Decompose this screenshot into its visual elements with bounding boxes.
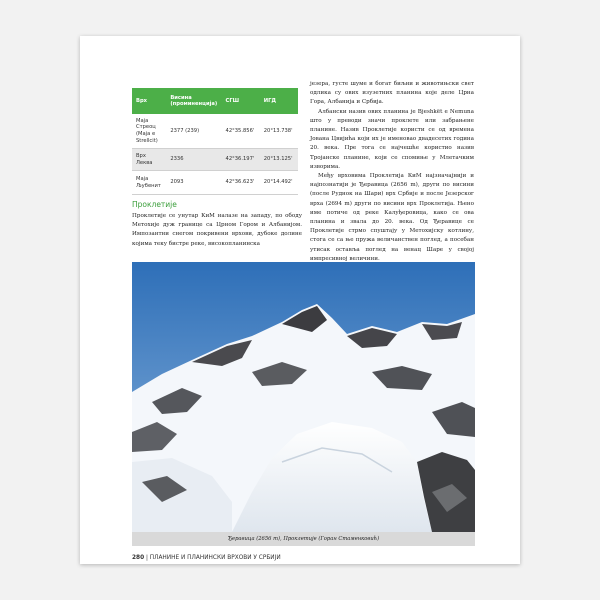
mountain-illustration bbox=[132, 262, 475, 532]
cell-peak: Маја Љубенит bbox=[132, 171, 166, 195]
cell-latitude: 42°36.623' bbox=[222, 171, 260, 195]
page-footer bbox=[132, 555, 281, 561]
book-page bbox=[80, 36, 520, 564]
header-latitude: СГШ bbox=[222, 88, 260, 114]
left-column bbox=[132, 212, 302, 249]
cell-height: 2093 bbox=[166, 171, 221, 195]
table-row bbox=[132, 171, 298, 195]
page-number: 280 bbox=[132, 555, 145, 561]
footer-separator: | bbox=[145, 555, 148, 561]
right-column bbox=[310, 80, 474, 264]
header-height: Висина (проминенција) bbox=[166, 88, 221, 114]
paragraph-3: Међу врховима Проклетија КиМ најзначајнији и најпознатији је Ђеравица (2656 m), други по висини (после Руднок на Шари) врх Србије и после Језерског врха (2694 m) други по висини врх Проклетија. Њено име потиче од реке Калуђеровица, како се ова планина и звала до 20. века. Од Ђеравице се Проклетије стрмо спуштају у Метохијску котлину, стога се са ње пружа величанствен поглед, а посебан утисак оставља поглед на венац Шаре у својој импресивној величини. bbox=[310, 173, 474, 262]
table-row bbox=[132, 114, 298, 149]
cell-peak: Врх Леква bbox=[132, 149, 166, 171]
header-longitude: ИГД bbox=[260, 88, 298, 114]
paragraph-2: Албански назив ових планина је Bjeshkët e Nemuna што у преводи значи проклете или забрањене планине. Назив Проклетије користи се од времена Јована Цвијића који их је именовао двадесетих година 20. века. Пре тога се најчешће користио назив Тројанске планине, који се спомиње у Млетачким изворима. bbox=[310, 108, 474, 170]
peaks-table bbox=[132, 88, 298, 195]
section-heading: Проклетије bbox=[132, 200, 177, 209]
cell-longitude: 20°14.492' bbox=[260, 171, 298, 195]
mountain-photo bbox=[132, 262, 475, 532]
cell-latitude: 42°36.197' bbox=[222, 149, 260, 171]
cell-latitude: 42°35.856' bbox=[222, 114, 260, 149]
intro-paragraph: Проклетије се унутар КиМ налазе на западу, по ободу Метохије дуж границе са Црном Гором и Албанијом. Импозантни снегом покривени врхови, дубоке долине којима теку бистре реке, високопланинска bbox=[132, 213, 302, 247]
table-header-row bbox=[132, 88, 298, 114]
table-row bbox=[132, 149, 298, 171]
cell-longitude: 20°13.125' bbox=[260, 149, 298, 171]
cell-peak: Маја Стреоц (Маја е Strellcit) bbox=[132, 114, 166, 149]
cell-height: 2336 bbox=[166, 149, 221, 171]
book-title: ПЛАНИНЕ И ПЛАНИНСКИ ВРХОВИ У СРБИЈИ bbox=[149, 555, 281, 561]
photo-caption: Ђеравица (2656 m), Проклетије (Горан Стаменковић) bbox=[132, 532, 475, 546]
header-peak: Врх bbox=[132, 88, 166, 114]
cell-height: 2377 (239) bbox=[166, 114, 221, 149]
cell-longitude: 20°13.738' bbox=[260, 114, 298, 149]
paragraph-1: језера, густе шуме и богат биљни и животињски свет одлика су ових изузетних планина које деле Црна Гора, Албанија и Србија. bbox=[310, 81, 474, 106]
